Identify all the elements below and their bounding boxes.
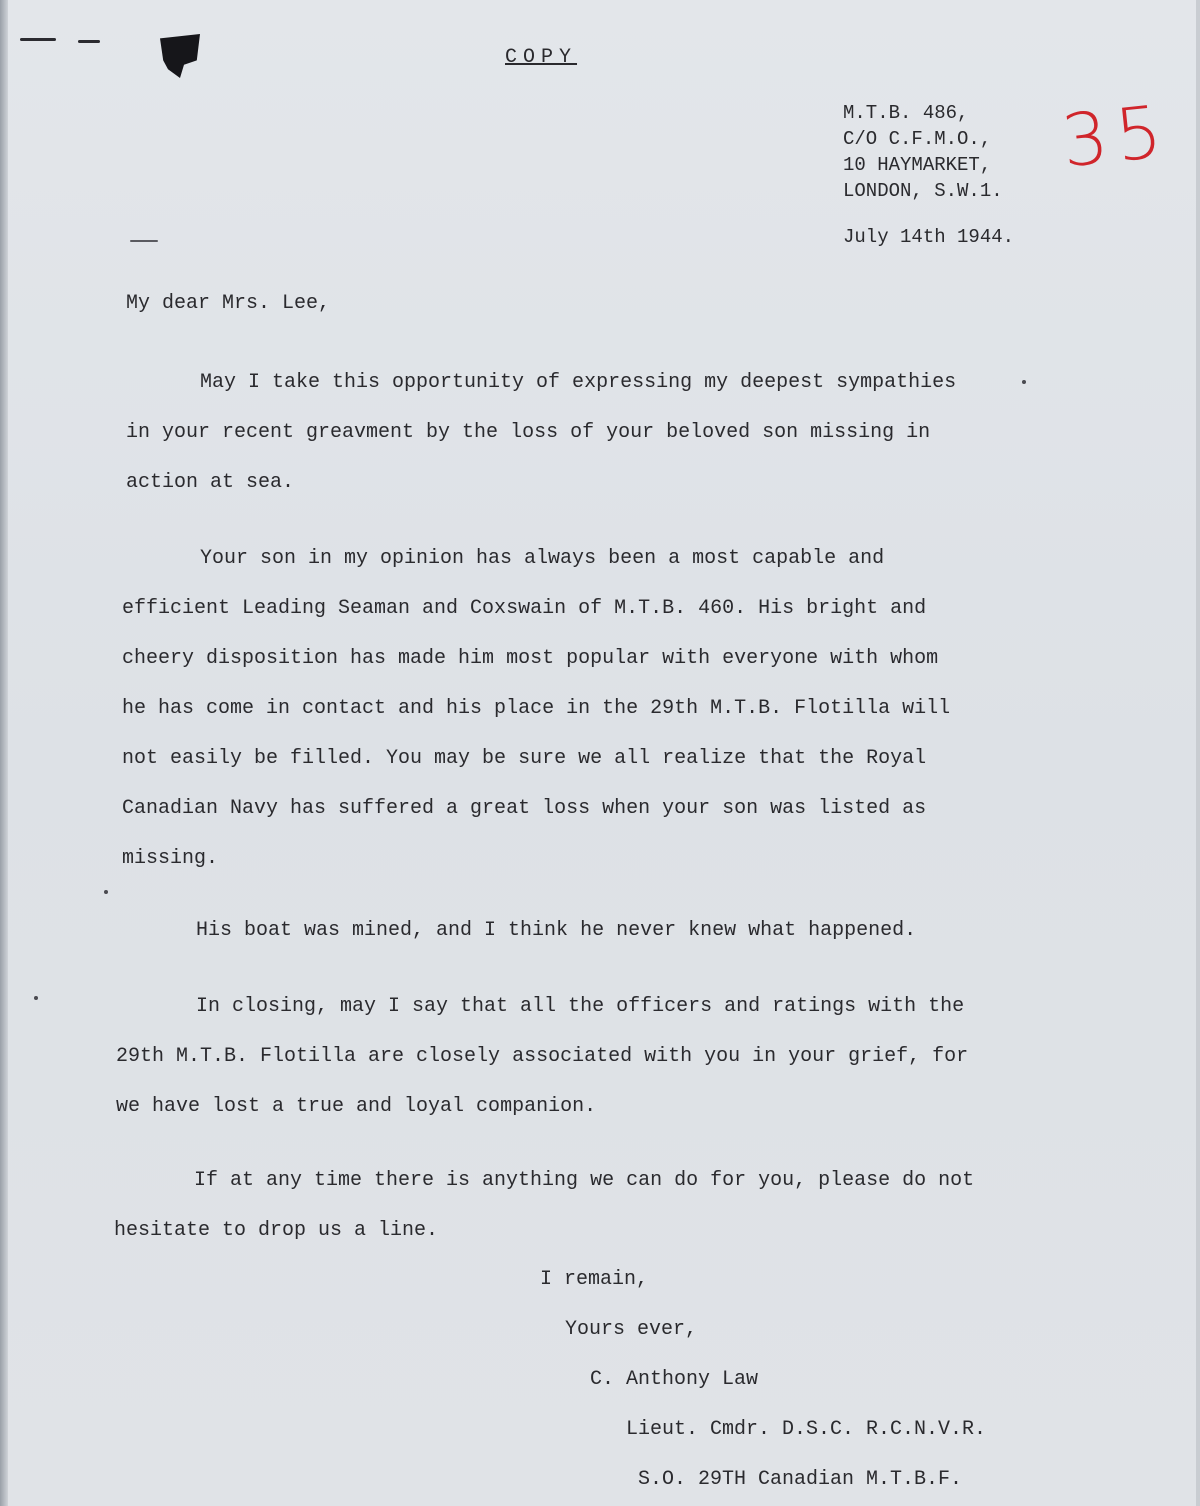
address-line: LONDON, S.W.1. [843,180,1003,202]
paragraph-line: action at sea. [126,471,295,494]
paragraph-sympathy [126,358,1026,508]
sender-address [843,100,1063,204]
page-left-edge [0,0,8,1506]
address-line: 10 HAYMARKET, [843,154,992,176]
closing-yours-ever: Yours ever, [565,1318,698,1341]
paragraph-line: Your son in my opinion has always been a most capable and [200,547,885,570]
paragraph-line: May I take this opportunity of expressing my deepest sympathies [200,371,957,394]
page-right-edge [1196,0,1200,1506]
address-line: M.T.B. 486, [843,102,969,124]
paragraph-line: Canadian Navy has suffered a great loss when your son was listed as [122,797,927,820]
page-number-annotation: 35 [1057,88,1174,184]
paragraph-circumstances [118,906,1018,956]
paragraph-line: not easily be filled. You may be sure we all realize that the Royal [122,747,927,770]
signature-name: C. Anthony Law [590,1368,759,1391]
paragraph-line: efficient Leading Seaman and Coxswain of M.T.B. 460. His bright and [122,597,927,620]
paragraph-line: in your recent greavment by the loss of your beloved son missing in [126,421,931,444]
ink-smudge [130,240,158,242]
paragraph-line: we have lost a true and loyal companion. [116,1095,597,1118]
paragraph-line: missing. [122,847,219,870]
ink-smudge [20,38,56,41]
paragraph-line: 29th M.T.B. Flotilla are closely associated with you in your grief, for [116,1045,969,1068]
speck [34,996,38,1000]
ink-smudge [78,40,100,43]
paragraph-tribute [122,534,1022,884]
paragraph-line: In closing, may I say that all the officers and ratings with the [196,995,965,1018]
paragraph-line: hesitate to drop us a line. [114,1219,439,1242]
signatory-position: S.O. 29TH Canadian M.T.B.F. [638,1468,963,1491]
paragraph-closing-remarks [116,982,1016,1132]
paragraph-line: His boat was mined, and I think he never knew what happened. [196,919,917,942]
address-line: C/O C.F.M.O., [843,128,992,150]
paragraph-line: If at any time there is anything we can do for you, please do not [194,1169,975,1192]
closing-i-remain: I remain, [540,1268,649,1291]
speck [104,890,108,894]
letter-date: July 14th 1944. [843,226,1015,248]
signatory-rank: Lieut. Cmdr. D.S.C. R.C.N.V.R. [626,1418,987,1441]
copy-heading: COPY [505,46,578,69]
paragraph-offer [114,1156,1014,1256]
punch-hole-mark [160,34,200,78]
salutation: My dear Mrs. Lee, [126,292,331,315]
paragraph-line: cheery disposition has made him most popular with everyone with whom [122,647,939,670]
paragraph-line: he has come in contact and his place in the 29th M.T.B. Flotilla will [122,697,951,720]
